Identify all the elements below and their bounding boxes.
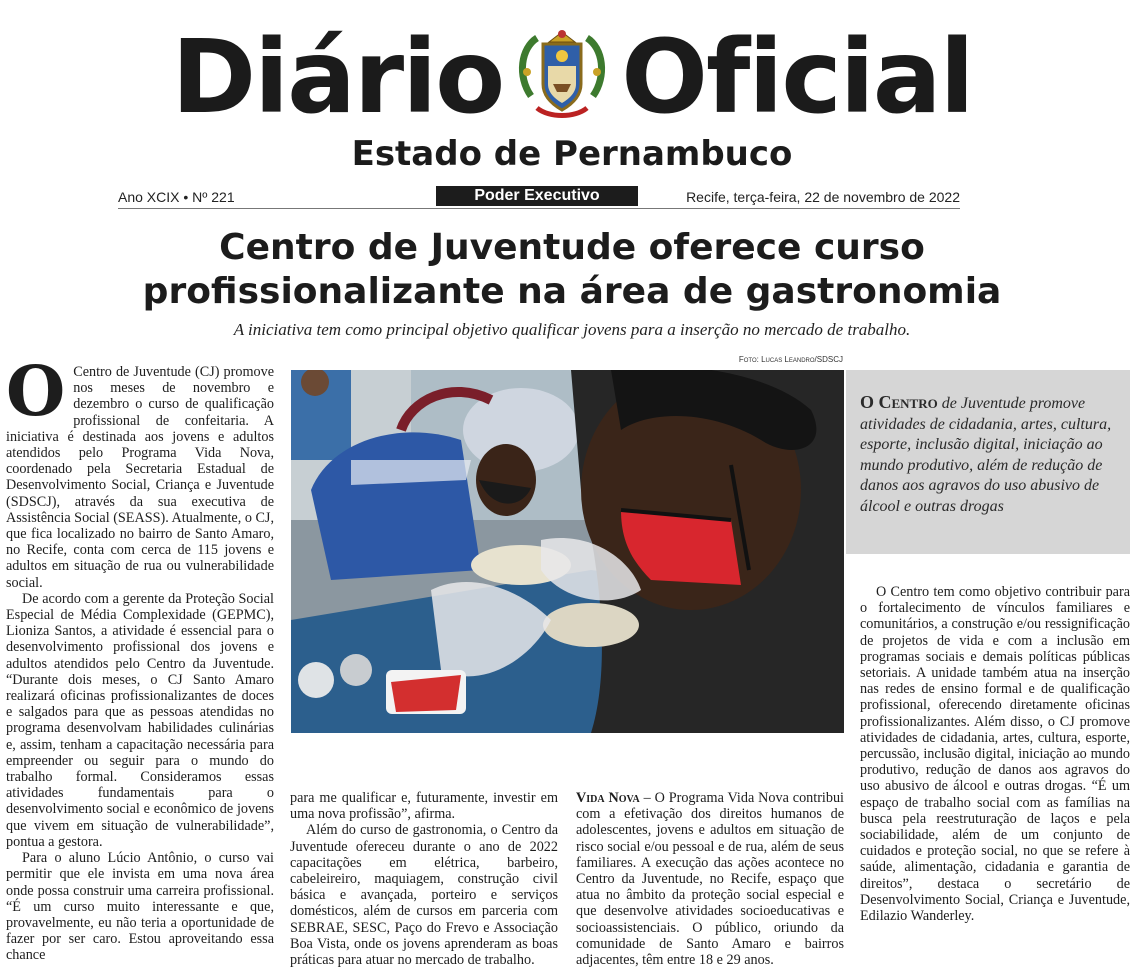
pernambuco-coat-of-arms-icon: [517, 26, 607, 122]
article-lead: A iniciativa tem como principal objetivo qualificar jovens para a inserção no mercado de trabalho.: [233, 320, 911, 339]
masthead-title-left: Diário: [171, 18, 504, 137]
section-label: Poder Executivo: [436, 186, 638, 206]
article-headline: [0, 226, 1144, 314]
pull-quote: [846, 370, 1130, 554]
masthead-subtitle: Estado de Pernambuco: [351, 134, 793, 174]
dropcap: O: [6, 352, 66, 432]
paragraph-7: O Centro tem como objetivo contribuir para o fortalecimento de vínculos familiares e comunitários, a construção e/ou ressignificação de projetos de vida e com a inclusão em programas sociais e demais políticas públicas setoriais. A unidade também atua na inserção nas redes de ensino formal e de qualificação profissional, oferecendo diretamente oficinas profissionalizantes. Além disso, o CJ promove atividades de cidadania, artes, cultura, esporte, percussão, inclusão digital, iniciação ao mundo produtivo, redução de danos aos agravos do uso abusivo de álcool e outras drogas. “É um espaço de trabalho social com as famílias na busca pela reestruturação de laços e pela sociabilidade, além de um conjunto de cuidados e proteção social, no que se refere à saúde, alimentação, cidadania e garantia de direitos”, destaca o secretário de Desenvolvimento Social, Criança e Juventude, Edilazio Wanderley.: [860, 584, 1130, 925]
paragraph-6: [576, 790, 844, 968]
issue-meta-bar: [118, 186, 960, 209]
paragraph-6-text: – O Programa Vida Nova contribui com a efetivação dos direitos humanos de adolescentes, jovens e adultos em situação de risco social e/ou pessoal e de rua, além de seus familiares. A execução das ações acontece no Centro da Juventude, no Recife, espaço que atua no âmbito da proteção social especial e que desenvolve atividades socioeducativas e socioassistenciais. O público, oriundo da comunidade de Santo Amaro e bairros adjacentes, têm entre 18 e 29 anos.: [576, 790, 844, 968]
headline-line-2: profissionalizante na área de gastronomia: [142, 271, 1002, 312]
masthead-title-right: Oficial: [621, 18, 973, 137]
masthead-title: [0, 18, 1144, 137]
paragraph-5: Além do curso de gastronomia, o Centro da Juventude ofereceu durante o ano de 2022 capacitações em elétrica, barbeiro, cabeleireiro, maquiagem, construção civil básica e avançada, porteiro e serviços domésticos, além de cursos em parceria com SEBRAE, SESC, Paço do Frevo e Associação Boa Vista, onde os jovens aprenderam as boas práticas para atuar no mercado de trabalho.: [290, 822, 558, 968]
article-column-1: [6, 352, 274, 964]
paragraph-1-text: Centro de Juventude (CJ) promove nos meses de novembro e dezembro o curso de qualificação profissional de confeitaria. A iniciativa é destinada aos jovens e adultos atendidos pelo Programa Vida Nova, coordenado pela Secretaria Estadual de Desenvolvimento Social, Criança e Juventude (SDSCJ), através da sua executiva de Assistência Social (SEASS). Atualmente, o CJ, que fica localizado no bairro de Santo Amaro, no Recife, conta com cerca de 115 jovens e adultos em situação de rua ou vulnerabilidade social.: [6, 364, 274, 591]
cooking-class-photo-icon: [291, 370, 844, 733]
headline-line-1: Centro de Juventude oferece curso: [219, 227, 925, 268]
pull-quote-lead: O Centro: [860, 392, 938, 412]
paragraph-1: [6, 352, 274, 591]
article-column-4: [860, 584, 1130, 924]
issue-number: Ano XCIX • Nº 221: [118, 189, 235, 205]
pull-quote-text: de Juventude promove atividades de cidadania, artes, cultura, esporte, inclusão digital, iniciação ao mundo produtivo, além de redução de danos aos agravos do uso abusivo de álcool e outras drogas: [860, 395, 1112, 515]
photo-credit: Foto: Lucas Leandro/SDSCJ: [738, 355, 843, 364]
paragraph-2: De acordo com a gerente da Proteção Social Especial de Média Complexidade (GEPMC), Lioniza Santos, a atividade é essencial para o desenvolvimento profissional dos jovens e adultos atendidos pelo Centro da Juventude. “Durante dois meses, o CJ Santo Amaro realizará oficinas profissionalizantes de doces e salgados para que as pessoas atendidas no programa desenvolvam habilidades culinárias e, assim, tenham a capacitação necessária para empreender ou seguir para o mundo do trabalho formal. Consideramos essas atividades fundamentais para o desenvolvimento social e econômico de jovens que vivem em situação de vulnerabilidade”, pontua a gestora.: [6, 590, 274, 850]
paragraph-4: para me qualificar e, futuramente, investir em uma nova profissão”, afirma.: [290, 790, 558, 823]
section-lead-vida-nova: Vida Nova: [576, 790, 640, 806]
article-column-3: [576, 790, 844, 968]
dateline: Recife, terça-feira, 22 de novembro de 2022: [686, 189, 960, 205]
article-column-2: [290, 790, 558, 968]
paragraph-3: Para o aluno Lúcio Antônio, o curso vai permitir que ele invista em uma nova área onde possa construir uma carreira profissional. “É um curso muito interessante e que, provavelmente, eu não teria a oportunidade de fazer por ser caro. Estou aproveitando essa chance: [6, 850, 274, 964]
